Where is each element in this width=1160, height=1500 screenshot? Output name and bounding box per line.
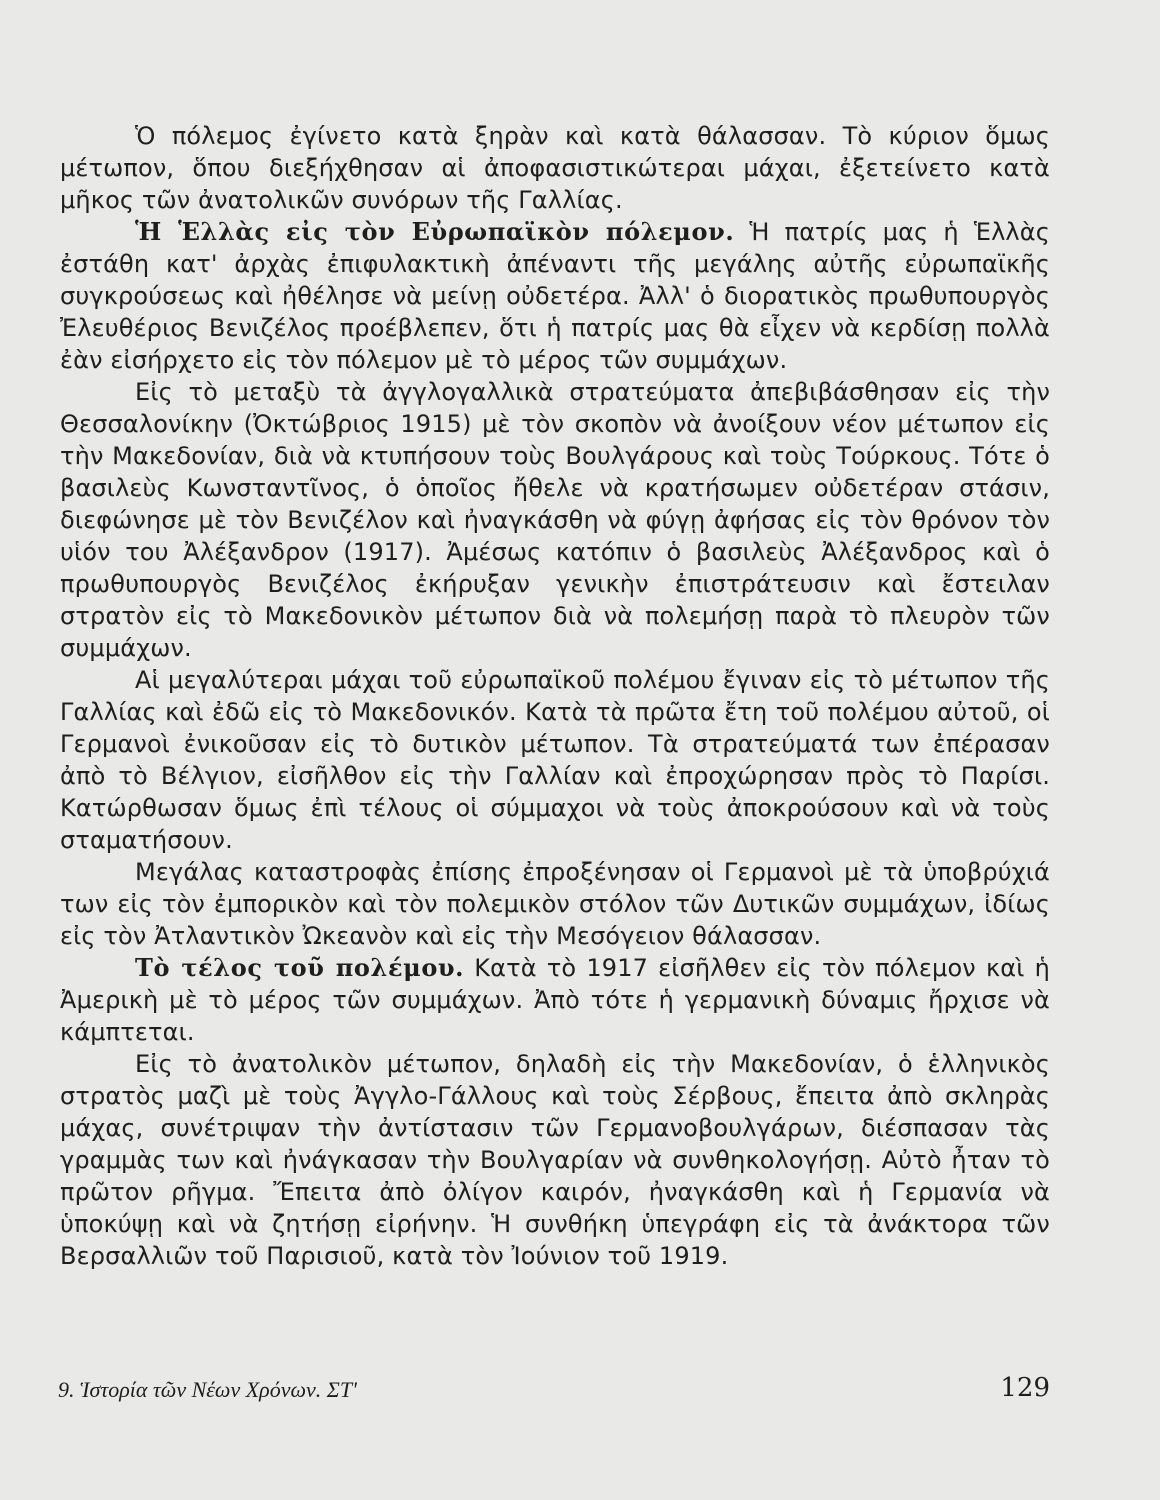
section-heading: Ἡ Ἑλλὰς εἰς τὸν Εὐρωπαϊκὸν πόλεμον.	[135, 217, 735, 246]
paragraph-eastern-front	[60, 1048, 1050, 1272]
paragraph-war-fronts	[60, 120, 1050, 216]
paragraph-great-battles	[60, 664, 1050, 856]
paragraph-submarines	[60, 856, 1050, 952]
page-number: 129	[1000, 1373, 1050, 1403]
page-body	[60, 120, 1050, 1272]
paragraph-text: Αἱ μεγαλύτεραι μάχαι τοῦ εὐρωπαϊκοῦ πολέμου ἔγιναν εἰς τὸ μέτωπον τῆς Γαλλίας καὶ ἐδῶ εἰς τὸ Μακεδονικόν. Κατὰ τὰ πρῶτα ἔτη τοῦ πολέμου αὐτοῦ, οἱ Γερμανοὶ ἐνικοῦσαν εἰς τὸ δυτικὸν μέτωπον. Τὰ στρατεύματά των ἐπέρασαν ἀπὸ τὸ Βέλγιον, εἰσῆλθον εἰς τὴν Γαλλίαν καὶ ἐπροχώρησαν πρὸς τὸ Παρίσι. Κατώρθωσαν ὅμως ἐπὶ τέλους οἱ σύμμαχοι νὰ τοὺς ἀποκρούσουν καὶ νὰ τοὺς σταματήσουν.	[60, 666, 1050, 854]
page-footer	[58, 1373, 1050, 1413]
paragraph-text: Εἰς τὸ ἀνατολικὸν μέτωπον, δηλαδὴ εἰς τὴν Μακεδονίαν, ὁ ἑλληνικὸς στρατὸς μαζὶ μὲ τοὺς Ἀγγλο-Γάλλους καὶ τοὺς Σέρβους, ἔπειτα ἀπὸ σκληρὰς μάχας, συνέτριψαν τὴν ἀντίστασιν τῶν Γερμανοβουλγάρων, διέσπασαν τὰς γραμμὰς των καὶ ἠνάγκασαν τὴν Βουλγαρίαν νὰ συνθηκολογήσῃ. Αὐτὸ ἦταν τὸ πρῶτον ρῆγμα. Ἔπειτα ἀπὸ ὀλίγον καιρόν, ἠναγκάσθη καὶ ἡ Γερμανία νὰ ὑποκύψῃ καὶ νὰ ζητήσῃ εἰρήνην. Ἡ συνθήκη ὑπεγράφη εἰς τὰ ἀνάκτορα τῶν Βερσαλλιῶν τοῦ Παρισιοῦ, κατὰ τὸν Ἰούνιον τοῦ 1919.	[60, 1050, 1050, 1270]
paragraph-text: Ἡ πατρίς μας ἡ Ἑλλὰς ἐστάθη κατ' ἀρχὰς ἐπιφυλακτικὴ ἀπέναντι τῆς μεγάλης αὐτῆς εὐρωπαϊκῆς συγκρούσεως καὶ ἠθέλησε νὰ μείνῃ οὐδετέρα. Ἀλλ' ὁ διορατικὸς πρωθυπουργὸς Ἐλευθέριος Βενιζέλος προέβλεπεν, ὅτι ἡ πατρίς μας θὰ εἶχεν νὰ κερδίσῃ πολλὰ ἐὰν εἰσήρχετο εἰς τὸν πόλεμον μὲ τὸ μέρος τῶν συμμάχων.	[60, 218, 1050, 374]
paragraph-text: Κατὰ τὸ 1917 εἰσῆλθεν εἰς τὸν πόλεμον καὶ ἡ Ἀμερικὴ μὲ τὸ μέρος τῶν συμμάχων. Ἀπὸ τότε ἡ γερμανικὴ δύναμις ἤρχισε νὰ κάμπτεται.	[60, 954, 1050, 1046]
footer-reference: 9. Ἱστορία τῶν Νέων Χρόνων. ΣΤ'	[58, 1377, 357, 1402]
paragraph-end-of-war	[60, 952, 1050, 1048]
paragraph-text: Μεγάλας καταστροφὰς ἐπίσης ἐπροξένησαν οἱ Γερμανοὶ μὲ τὰ ὑποβρύχιά των εἰς τὸν ἐμπορικὸν καὶ τὸν πολεμικὸν στόλον τῶν Δυτικῶν συμμάχων, ἰδίως εἰς τὸν Ἀτλαντικὸν Ὠκεανὸν καὶ εἰς τὴν Μεσόγειον θάλασσαν.	[60, 858, 1050, 950]
paragraph-macedonian-front	[60, 376, 1050, 664]
section-heading: Τὸ τέλος τοῦ πολέμου.	[135, 953, 465, 982]
paragraph-text: Ὁ πόλεμος ἐγίνετο κατὰ ξηρὰν καὶ κατὰ θάλασσαν. Τὸ κύριον ὅμως μέτωπον, ὅπου διεξήχθησαν αἱ ἀποφασιστικώτεραι μάχαι, ἐξετείνετο κατὰ μῆκος τῶν ἀνατολικῶν συνόρων τῆς Γαλλίας.	[60, 122, 1050, 214]
paragraph-text: Εἰς τὸ μεταξὺ τὰ ἀγγλογαλλικὰ στρατεύματα ἀπεβιβάσθησαν εἰς τὴν Θεσσαλονίκην (Ὀκτώβριος 1915) μὲ τὸν σκοπὸν νὰ ἀνοίξουν νέον μέτωπον εἰς τὴν Μακεδονίαν, διὰ νὰ κτυπήσουν τοὺς Βουλγάρους καὶ τοὺς Τούρκους. Τότε ὁ βασιλεὺς Κωνσταντῖνος, ὁ ὁποῖος ἤθελε νὰ κρατήσωμεν οὐδετέραν στάσιν, διεφώνησε μὲ τὸν Βενιζέλον καὶ ἠναγκάσθη νὰ φύγῃ ἀφήσας εἰς τὸν θρόνον τὸν υἱόν του Ἀλέξανδρον (1917). Ἀμέσως κατόπιν ὁ βασιλεὺς Ἀλέξανδρος καὶ ὁ πρωθυπουργὸς Βενιζέλος ἐκήρυξαν γενικὴν ἐπιστράτευσιν καὶ ἔστειλαν στρατὸν εἰς τὸ Μακεδονικὸν μέτωπον διὰ νὰ πολεμήσῃ παρὰ τὸ πλευρὸν τῶν συμμάχων.	[60, 378, 1050, 662]
paragraph-greece-in-war	[60, 216, 1050, 376]
